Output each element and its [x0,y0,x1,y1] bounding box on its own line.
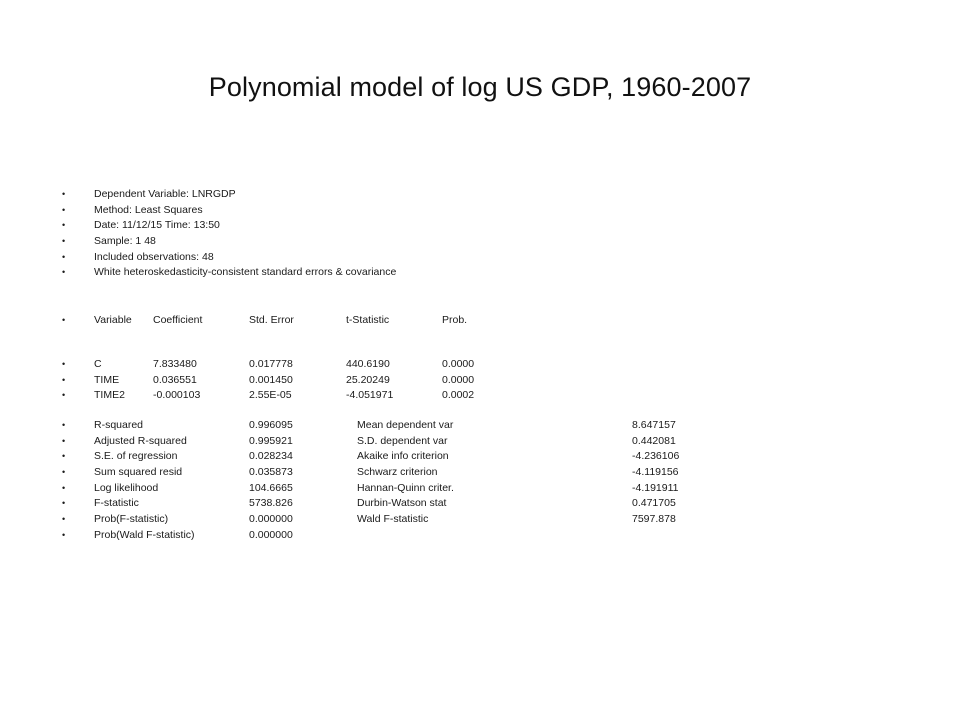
stat-value: -4.236106 [632,450,680,463]
bullet-icon: • [62,359,66,369]
stat-label: Sum squared resid [94,466,183,479]
stat-label: Mean dependent var [357,419,454,431]
stat-label: R-squared [94,419,144,431]
variable-name: TIME [94,373,120,386]
t-statistic-value: -4.051971 [346,389,394,402]
variable-name: TIME2 [94,389,125,402]
stat-value: 7597.878 [632,513,676,526]
prob-value: 0.0002 [442,389,475,402]
bullet-icon: • [62,251,66,262]
t-statistic-value: 25.20249 [346,373,390,386]
bullet-icon: • [62,374,66,385]
std-error-value: 2.55E-05 [249,389,292,402]
stat-value: 5738.826 [249,497,293,510]
stat-value: -4.191911 [632,481,679,494]
bullet-icon: • [62,204,66,215]
col-std-error-header: Std. Error [249,314,294,326]
method-text: Method: Least Squares [94,203,203,216]
t-statistic-value: 440.6190 [346,358,390,370]
stat-label: Prob(F-statistic) [94,513,169,526]
bullet-icon: • [62,267,66,278]
coefficient-value: -0.000103 [153,389,201,402]
variable-name: C [94,358,102,370]
stat-value: 8.647157 [632,419,676,431]
bullet-icon: • [62,220,66,231]
standard-errors-note: White heteroskedasticity-consistent standard errors & covariance [94,266,397,279]
bullet-icon: • [62,189,66,199]
stat-label: Akaike info criterion [357,450,449,463]
stat-label: Log likelihood [94,481,159,494]
coefficient-value: 0.036551 [153,373,197,386]
stat-label: F-statistic [94,497,139,510]
bullet-icon: • [62,498,66,509]
stat-label: Adjusted R-squared [94,434,187,447]
observations-text: Included observations: 48 [94,250,214,263]
bullet-icon: • [62,514,66,525]
stat-label: S.E. of regression [94,450,178,463]
bullet-icon: • [62,467,66,478]
stat-value: 0.996095 [249,419,293,431]
std-error-value: 0.001450 [249,373,293,386]
stat-label: Prob(Wald F-statistic) [94,528,195,541]
col-variable-header: Variable [94,314,132,326]
stat-value: -4.119156 [632,466,679,479]
prob-value: 0.0000 [442,358,475,370]
bullet-icon: • [62,420,66,430]
stat-value: 0.028234 [249,450,293,463]
slide-title: Polynomial model of log US GDP, 1960-2007 [208,72,752,102]
stat-label: Wald F-statistic [357,513,429,526]
dependent-variable-text: Dependent Variable: LNRGDP [94,188,236,200]
date-time-text: Date: 11/12/15 Time: 13:50 [94,219,220,232]
stat-value: 0.471705 [632,497,676,510]
bullet-icon: • [62,451,66,462]
stat-value: 0.995921 [249,434,293,447]
std-error-value: 0.017778 [249,358,293,370]
stat-value: 0.000000 [249,528,293,541]
bullet-icon: • [62,236,66,247]
stat-value: 104.6665 [249,481,293,494]
prob-value: 0.0000 [442,373,475,386]
bullet-icon: • [62,435,66,446]
stat-value: 0.035873 [249,466,293,479]
bullet-icon: • [62,529,66,540]
col-prob-header: Prob. [442,314,468,326]
col-coefficient-header: Coefficient [153,314,203,326]
bullet-icon: • [62,315,66,325]
sample-text: Sample: 1 48 [94,235,156,248]
bullet-icon: • [62,390,66,401]
col-t-statistic-header: t-Statistic [346,314,390,326]
coefficient-value: 7.833480 [153,358,197,370]
bullet-icon: • [62,482,66,493]
stat-label: Hannan-Quinn criter. [357,481,454,494]
stat-label: Schwarz criterion [357,466,438,479]
stat-label: S.D. dependent var [357,434,448,447]
stat-value: 0.000000 [249,513,293,526]
stat-value: 0.442081 [632,434,676,447]
stat-label: Durbin-Watson stat [357,497,447,510]
